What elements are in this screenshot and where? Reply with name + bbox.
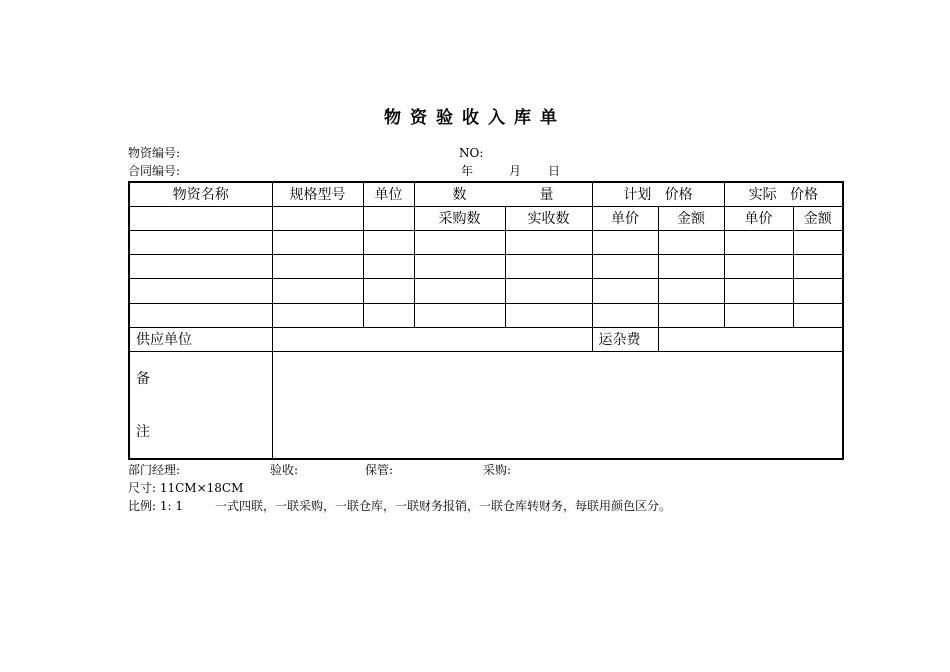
cell[interactable] bbox=[414, 279, 505, 303]
supplier-row bbox=[129, 327, 843, 351]
cell[interactable] bbox=[129, 303, 272, 327]
col-spec-model: 规格型号 bbox=[272, 182, 363, 206]
cell[interactable] bbox=[592, 255, 658, 279]
header-row-2 bbox=[129, 206, 843, 230]
cell[interactable] bbox=[658, 230, 724, 254]
cell[interactable] bbox=[793, 255, 843, 279]
material-no-label: 物资编号: bbox=[128, 146, 181, 160]
month-label: 月 bbox=[509, 164, 522, 178]
col-quantity bbox=[414, 182, 592, 206]
form-title: 物资验收入库单 bbox=[384, 108, 566, 128]
size-label: 尺寸: 11CM×18CM bbox=[128, 481, 244, 495]
table-row bbox=[129, 303, 843, 327]
remarks-label-2: 注 bbox=[136, 424, 150, 441]
receipt-table bbox=[128, 181, 844, 460]
no-label: NO: bbox=[459, 146, 484, 160]
col-planned-price-2: 价格 bbox=[664, 187, 693, 204]
purchasing-label: 采购: bbox=[483, 463, 512, 477]
cell[interactable] bbox=[363, 279, 414, 303]
cell[interactable] bbox=[363, 303, 414, 327]
cell[interactable] bbox=[592, 279, 658, 303]
cell[interactable] bbox=[272, 230, 363, 254]
table-row bbox=[129, 279, 843, 303]
cell[interactable] bbox=[793, 303, 843, 327]
contract-no-label: 合同编号: bbox=[128, 164, 181, 178]
sub-plan-unit-price: 单价 bbox=[592, 206, 658, 230]
cell[interactable] bbox=[129, 206, 272, 230]
col-material-name: 物资名称 bbox=[129, 182, 272, 206]
cell[interactable] bbox=[724, 303, 793, 327]
cell[interactable] bbox=[505, 303, 592, 327]
sub-actual-amount: 金额 bbox=[793, 206, 843, 230]
cell[interactable] bbox=[363, 255, 414, 279]
cell[interactable] bbox=[129, 279, 272, 303]
sub-actual-unit-price: 单价 bbox=[724, 206, 793, 230]
day-label: 日 bbox=[548, 164, 561, 178]
cell[interactable] bbox=[272, 279, 363, 303]
cell[interactable] bbox=[793, 279, 843, 303]
remarks-label-cell bbox=[129, 351, 272, 459]
custodian-label: 保管: bbox=[365, 463, 394, 477]
cell[interactable] bbox=[793, 230, 843, 254]
cell[interactable] bbox=[272, 255, 363, 279]
supplier-field[interactable] bbox=[272, 327, 592, 351]
col-quantity-2: 量 bbox=[539, 187, 554, 204]
cell[interactable] bbox=[592, 230, 658, 254]
dept-manager-label: 部门经理: bbox=[128, 463, 181, 477]
cell[interactable] bbox=[363, 206, 414, 230]
cell[interactable] bbox=[592, 303, 658, 327]
cell[interactable] bbox=[414, 230, 505, 254]
year-label: 年 bbox=[461, 164, 474, 178]
sub-plan-amount: 金额 bbox=[658, 206, 724, 230]
header-row-1 bbox=[129, 182, 843, 206]
table-row bbox=[129, 230, 843, 254]
copies-note: 一式四联，一联采购，一联仓库，一联财务报销，一联仓库转财务，每联用颜色区分。 bbox=[215, 499, 672, 513]
cell[interactable] bbox=[272, 206, 363, 230]
cell[interactable] bbox=[414, 255, 505, 279]
remarks-row bbox=[129, 351, 843, 459]
cell[interactable] bbox=[724, 255, 793, 279]
table-row bbox=[129, 255, 843, 279]
cell[interactable] bbox=[724, 279, 793, 303]
col-unit: 单位 bbox=[363, 182, 414, 206]
sub-received-qty: 实收数 bbox=[505, 206, 592, 230]
remarks-field[interactable] bbox=[272, 351, 843, 459]
cell[interactable] bbox=[505, 230, 592, 254]
freight-field[interactable] bbox=[658, 327, 843, 351]
cell[interactable] bbox=[658, 255, 724, 279]
cell[interactable] bbox=[505, 255, 592, 279]
remarks-label-1: 备 bbox=[136, 371, 150, 388]
cell[interactable] bbox=[658, 279, 724, 303]
col-actual-price-2: 价格 bbox=[789, 187, 818, 204]
col-planned-price bbox=[592, 182, 724, 206]
cell[interactable] bbox=[658, 303, 724, 327]
cell[interactable] bbox=[363, 230, 414, 254]
col-planned-price-1: 计划 bbox=[623, 187, 652, 204]
cell[interactable] bbox=[272, 303, 363, 327]
cell[interactable] bbox=[724, 230, 793, 254]
cell[interactable] bbox=[129, 230, 272, 254]
cell[interactable] bbox=[414, 303, 505, 327]
col-actual-price-1: 实际 bbox=[748, 187, 777, 204]
sub-purchase-qty: 采购数 bbox=[414, 206, 505, 230]
cell[interactable] bbox=[505, 279, 592, 303]
col-quantity-1: 数 bbox=[452, 187, 467, 204]
inspection-label: 验收: bbox=[270, 463, 299, 477]
ratio-label: 比例: 1: 1 bbox=[128, 499, 183, 513]
supplier-label: 供应单位 bbox=[129, 327, 272, 351]
col-actual-price bbox=[724, 182, 843, 206]
freight-label: 运杂费 bbox=[592, 327, 658, 351]
cell[interactable] bbox=[129, 255, 272, 279]
